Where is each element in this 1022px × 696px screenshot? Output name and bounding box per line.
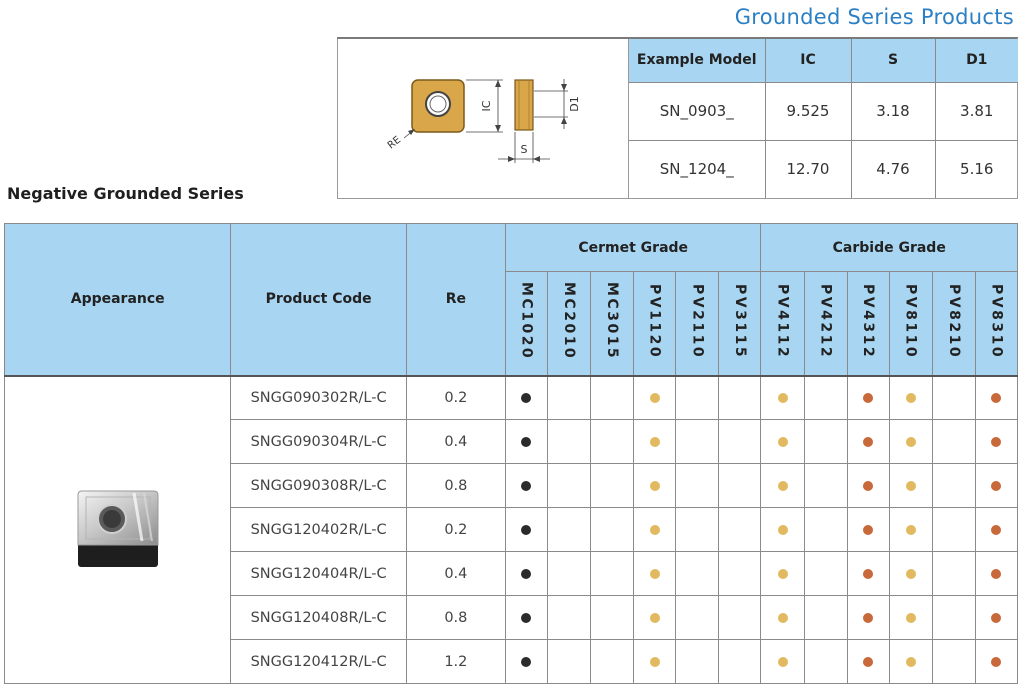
grade-cell — [634, 552, 676, 596]
grade-cell — [761, 420, 804, 464]
grade-cell — [719, 464, 761, 508]
grade-header — [932, 272, 975, 376]
grade-cell — [634, 464, 676, 508]
example-model-table — [629, 39, 1018, 198]
product-code: SNGG090308R/L-C — [231, 464, 406, 508]
grade-header — [634, 272, 676, 376]
grade-cell — [548, 508, 591, 552]
grade-cell — [804, 508, 847, 552]
grade-cell — [932, 464, 975, 508]
spec-row — [629, 82, 1018, 140]
appearance-cell — [5, 376, 231, 684]
grade-cell — [889, 464, 932, 508]
grade-header-label: PV4112 — [774, 283, 791, 359]
grade-header — [847, 272, 889, 376]
grade-cell — [505, 552, 547, 596]
d1-label: D1 — [568, 96, 581, 112]
availability-dot — [863, 393, 873, 403]
grade-cell — [719, 420, 761, 464]
insert-dimension-diagram — [338, 39, 629, 199]
availability-dot — [778, 437, 788, 447]
grade-cell — [975, 464, 1017, 508]
header-re: Re — [406, 224, 505, 376]
spec-d1: 5.16 — [935, 140, 1018, 198]
grade-header — [761, 272, 804, 376]
grade-cell — [505, 596, 547, 640]
grade-cell — [505, 508, 547, 552]
product-code: SNGG120404R/L-C — [231, 552, 406, 596]
grade-header-label: PV3115 — [731, 283, 748, 359]
grade-header — [975, 272, 1017, 376]
header-carbide-grade: Carbide Grade — [761, 224, 1018, 272]
grade-cell — [634, 376, 676, 420]
availability-dot — [991, 437, 1001, 447]
grade-header-label: PV4312 — [860, 283, 877, 359]
availability-dot — [991, 525, 1001, 535]
spec-header-model: Example Model — [629, 39, 765, 82]
availability-dot — [778, 525, 788, 535]
spec-ic: 12.70 — [765, 140, 851, 198]
spec-s: 4.76 — [851, 140, 935, 198]
grade-cell — [761, 376, 804, 420]
grade-cell — [889, 420, 932, 464]
grade-cell — [804, 552, 847, 596]
availability-dot — [863, 657, 873, 667]
grade-cell — [847, 552, 889, 596]
grade-cell — [505, 464, 547, 508]
grade-cell — [505, 420, 547, 464]
availability-dot — [521, 569, 531, 579]
availability-dot — [650, 437, 660, 447]
grade-header-label: PV2110 — [689, 283, 706, 359]
grade-cell — [804, 596, 847, 640]
availability-dot — [521, 393, 531, 403]
grade-cell — [676, 376, 719, 420]
grade-header-label: MC2010 — [561, 282, 578, 361]
grade-cell — [591, 420, 634, 464]
re-value: 0.8 — [406, 596, 505, 640]
grade-cell — [889, 596, 932, 640]
grade-cell — [505, 376, 547, 420]
grade-cell — [591, 376, 634, 420]
spec-box — [337, 37, 1018, 199]
availability-dot — [521, 657, 531, 667]
grade-cell — [932, 640, 975, 684]
availability-dot — [906, 613, 916, 623]
product-code: SNGG120402R/L-C — [231, 508, 406, 552]
grade-cell — [634, 596, 676, 640]
table-row — [5, 376, 1018, 420]
availability-dot — [778, 569, 788, 579]
grade-cell — [975, 376, 1017, 420]
grade-cell — [676, 552, 719, 596]
availability-dot — [906, 437, 916, 447]
grade-cell — [932, 596, 975, 640]
grade-cell — [804, 464, 847, 508]
spec-header-ic: IC — [765, 39, 851, 82]
grade-cell — [761, 552, 804, 596]
availability-dot — [906, 393, 916, 403]
grade-cell — [719, 640, 761, 684]
grade-cell — [548, 640, 591, 684]
header-cermet-grade: Cermet Grade — [505, 224, 761, 272]
grade-cell — [847, 376, 889, 420]
spec-row — [629, 140, 1018, 198]
grade-header-label: PV1120 — [646, 283, 663, 359]
grade-cell — [975, 552, 1017, 596]
product-code: SNGG120412R/L-C — [231, 640, 406, 684]
spec-d1: 3.81 — [935, 82, 1018, 140]
insert-photo — [72, 483, 164, 573]
availability-dot — [778, 613, 788, 623]
re-value: 0.8 — [406, 464, 505, 508]
grade-cell — [761, 464, 804, 508]
availability-dot — [906, 569, 916, 579]
header-appearance: Appearance — [5, 224, 231, 376]
grade-header-label: MC1020 — [518, 282, 535, 361]
availability-dot — [521, 613, 531, 623]
availability-dot — [778, 393, 788, 403]
availability-dot — [991, 393, 1001, 403]
grade-cell — [676, 464, 719, 508]
availability-dot — [650, 393, 660, 403]
grade-header — [804, 272, 847, 376]
grade-cell — [847, 464, 889, 508]
availability-dot — [778, 657, 788, 667]
availability-dot — [991, 657, 1001, 667]
product-grade-table — [4, 223, 1018, 684]
grade-cell — [804, 640, 847, 684]
grade-cell — [847, 640, 889, 684]
grade-cell — [804, 420, 847, 464]
availability-dot — [991, 613, 1001, 623]
spec-ic: 9.525 — [765, 82, 851, 140]
availability-dot — [863, 613, 873, 623]
spec-header-d1: D1 — [935, 39, 1018, 82]
grade-cell — [975, 596, 1017, 640]
grade-cell — [676, 596, 719, 640]
availability-dot — [906, 657, 916, 667]
availability-dot — [863, 437, 873, 447]
availability-dot — [650, 481, 660, 491]
grade-cell — [932, 508, 975, 552]
grade-cell — [889, 640, 932, 684]
section-title: Negative Grounded Series — [7, 184, 244, 203]
grade-cell — [591, 640, 634, 684]
grade-cell — [719, 552, 761, 596]
grade-header-label: PV4212 — [817, 283, 834, 359]
grade-cell — [932, 552, 975, 596]
grade-cell — [548, 376, 591, 420]
grade-cell — [847, 508, 889, 552]
grade-cell — [975, 420, 1017, 464]
grade-cell — [761, 640, 804, 684]
grade-cell — [676, 640, 719, 684]
grade-cell — [548, 464, 591, 508]
spec-model: SN_0903_ — [629, 82, 765, 140]
grade-header — [676, 272, 719, 376]
grade-header — [505, 272, 547, 376]
re-value: 0.2 — [406, 508, 505, 552]
availability-dot — [521, 437, 531, 447]
availability-dot — [650, 569, 660, 579]
grade-header-label: PV8210 — [945, 283, 962, 359]
availability-dot — [991, 569, 1001, 579]
availability-dot — [863, 481, 873, 491]
spec-header-s: S — [851, 39, 935, 82]
grade-cell — [591, 552, 634, 596]
availability-dot — [863, 525, 873, 535]
insert-side-view — [515, 80, 533, 130]
grade-cell — [676, 508, 719, 552]
availability-dot — [650, 613, 660, 623]
grade-cell — [548, 420, 591, 464]
grade-cell — [889, 508, 932, 552]
grade-header-label: PV8310 — [988, 283, 1005, 359]
header-product-code: Product Code — [231, 224, 406, 376]
availability-dot — [991, 481, 1001, 491]
grade-cell — [591, 596, 634, 640]
grade-cell — [847, 420, 889, 464]
availability-dot — [906, 525, 916, 535]
grade-cell — [761, 596, 804, 640]
insert-hole-inner — [430, 96, 446, 112]
availability-dot — [906, 481, 916, 491]
product-code: SNGG120408R/L-C — [231, 596, 406, 640]
grade-header-label: PV8110 — [902, 283, 919, 359]
insert-diagram-svg — [338, 39, 628, 199]
grade-cell — [505, 640, 547, 684]
grade-cell — [634, 640, 676, 684]
grade-cell — [889, 376, 932, 420]
availability-dot — [650, 525, 660, 535]
grade-cell — [889, 552, 932, 596]
grade-header — [889, 272, 932, 376]
grade-header — [591, 272, 634, 376]
availability-dot — [650, 657, 660, 667]
grade-header — [548, 272, 591, 376]
spec-model: SN_1204_ — [629, 140, 765, 198]
re-label: RE — [385, 134, 404, 152]
grade-cell — [591, 508, 634, 552]
grade-cell — [634, 420, 676, 464]
product-code: SNGG090304R/L-C — [231, 420, 406, 464]
grade-cell — [676, 420, 719, 464]
grade-cell — [761, 508, 804, 552]
grade-cell — [975, 508, 1017, 552]
grade-cell — [548, 596, 591, 640]
grade-cell — [719, 596, 761, 640]
availability-dot — [521, 525, 531, 535]
series-title: Grounded Series Products — [734, 5, 1014, 29]
availability-dot — [778, 481, 788, 491]
grade-cell — [591, 464, 634, 508]
grade-cell — [804, 376, 847, 420]
grade-cell — [932, 376, 975, 420]
spec-s: 3.18 — [851, 82, 935, 140]
grade-cell — [847, 596, 889, 640]
grade-header — [719, 272, 761, 376]
ic-label: IC — [480, 100, 493, 112]
grade-cell — [548, 552, 591, 596]
grade-cell — [975, 640, 1017, 684]
availability-dot — [863, 569, 873, 579]
grade-cell — [719, 508, 761, 552]
re-value: 0.2 — [406, 376, 505, 420]
grade-cell — [634, 508, 676, 552]
grade-header-label: MC3015 — [604, 282, 621, 361]
grade-cell — [719, 376, 761, 420]
availability-dot — [521, 481, 531, 491]
product-code: SNGG090302R/L-C — [231, 376, 406, 420]
s-label: S — [520, 143, 528, 156]
re-value: 1.2 — [406, 640, 505, 684]
grade-cell — [932, 420, 975, 464]
re-value: 0.4 — [406, 420, 505, 464]
re-value: 0.4 — [406, 552, 505, 596]
